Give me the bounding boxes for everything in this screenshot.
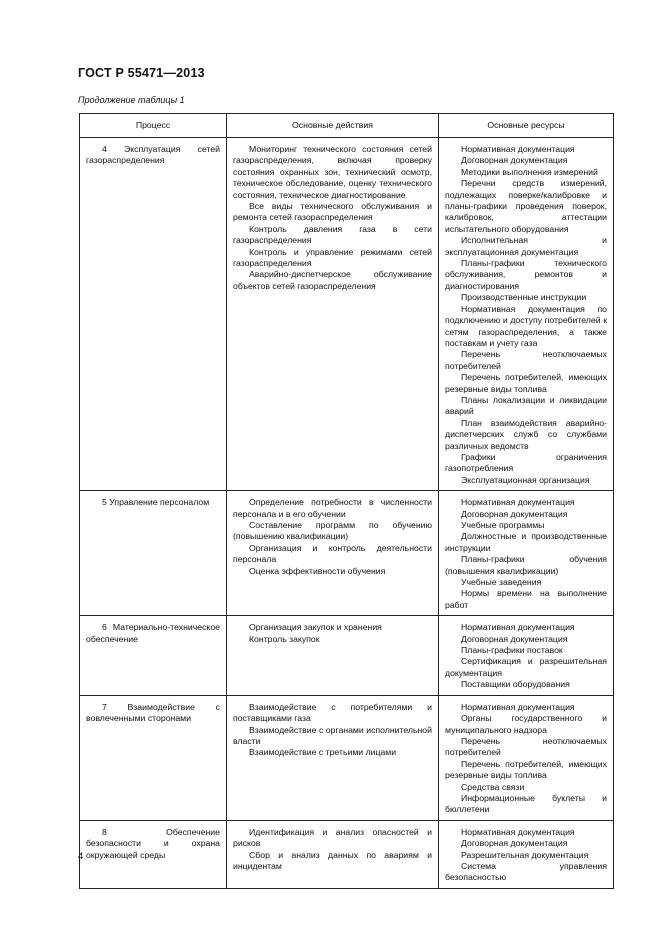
action-item: Организация закупок и хранения	[249, 622, 382, 633]
resource-item: Эксплуатационная организация	[461, 474, 590, 485]
process-name: 7 Взаимодействие с вовлеченными сторонами	[86, 701, 220, 724]
table-row	[80, 491, 614, 616]
document-title: ГОСТ Р 55471—2013	[78, 66, 205, 80]
resource-item: Перечень потребителей, имеющих резервные виды топлива	[445, 758, 607, 781]
cell-resources	[439, 616, 614, 695]
action-item: Все виды технического обслуживания и ремонта сетей газораспределения	[233, 201, 432, 223]
cell-process	[80, 820, 227, 888]
cell-process	[80, 491, 227, 616]
resource-item: Сертификация и разрешительная документация	[445, 656, 607, 678]
resource-item: Планы-графики поставок	[461, 645, 563, 656]
column-header-resources: Основные ресурсы	[439, 114, 614, 138]
resource-item: Перечень неотключаемых потребителей	[445, 735, 607, 758]
resource-item: Органы государственного и муниципального надзора	[445, 713, 607, 735]
resource-item: Графики ограничения газопотребления	[445, 451, 607, 474]
resource-item: Планы локализации и ликвидации аварий	[445, 394, 607, 417]
resource-item: Методики выполнения измерений	[461, 166, 598, 177]
process-table	[79, 113, 614, 889]
table-row	[80, 616, 614, 695]
cell-resources	[439, 695, 614, 820]
action-item: Сбор и анализ данных по авариям и инцидентам	[233, 849, 432, 871]
cell-resources	[439, 820, 614, 888]
resource-item: Договорная документация	[461, 838, 568, 849]
resource-item: Информационные буклеты и бюллетени	[445, 792, 607, 815]
resource-item: Производственные инструкции	[461, 292, 587, 303]
resource-item: Средства связи	[461, 781, 525, 792]
resource-item: Нормативная документация	[461, 826, 575, 837]
process-name: 4 Эксплуатация сетей газораспределения	[86, 144, 220, 166]
cell-process	[80, 695, 227, 820]
action-item: Аварийно-диспетчерское обслуживание объектов сетей газораспределения	[233, 269, 432, 291]
cell-actions	[227, 491, 439, 616]
table-row	[80, 695, 614, 820]
action-item: Мониторинг технического состояния сетей газораспределения, включая проверку состояния охранных зон, технический осмотр, техническое обследование, оценку технического состояния, техническое диагностирование	[233, 144, 432, 200]
resource-item: Нормативная документация по подключению и доступу потребителей к сетям газораспределения, а также поставкам и учету газа	[445, 303, 607, 348]
table-body	[80, 138, 614, 889]
resource-item: Перечень потребителей, имеющих резервные виды топлива	[445, 372, 607, 394]
action-item: Идентификация и анализ опасностей и рисков	[233, 826, 432, 849]
resource-item: Договорная документация	[461, 155, 568, 166]
resource-item: Нормы времени на выполнение работ	[445, 588, 607, 610]
action-item: Контроль закупок	[249, 633, 320, 644]
resource-item: Планы-графики технического обслуживания, ремонтов и диагностирования	[445, 258, 607, 291]
cell-actions	[227, 695, 439, 820]
resource-item: Исполнительная и эксплуатационная документация	[445, 235, 607, 257]
action-item: Оценка эффективности обучения	[249, 565, 386, 576]
resource-item: Учебные заведения	[461, 577, 542, 588]
resource-item: Поставщики оборудования	[461, 679, 570, 690]
cell-resources	[439, 138, 614, 491]
resource-item: Договорная документация	[461, 633, 568, 644]
cell-actions	[227, 820, 439, 888]
action-item: Контроль давления газа в сети газораспределения	[233, 223, 432, 246]
cell-process	[80, 138, 227, 491]
cell-process	[80, 616, 227, 695]
resource-item: План взаимодействия аварийно-диспетчерских служб со службами различных ведомств	[445, 417, 607, 451]
cell-resources	[439, 491, 614, 616]
resource-item: Учебные программы	[461, 520, 545, 530]
process-name: 6 Материально-техническое обеспечение	[86, 622, 220, 644]
page-number: 4	[78, 851, 84, 862]
resource-item: Нормативная документация	[461, 497, 575, 508]
resource-item: Перечни средств измерений, подлежащих поверке/калибровке и планы-графики проведения поверок, калибровок, аттестации испытательного оборудования	[445, 178, 607, 234]
process-name: 8 Обеспечение безопасности и охрана окружающей среды	[86, 826, 220, 860]
process-name: 5 Управление персоналом	[102, 497, 210, 508]
cell-actions	[227, 138, 439, 491]
resource-item: Разрешительная документация	[461, 849, 589, 860]
resource-item: Перечень неотключаемых потребителей	[445, 349, 607, 371]
action-item: Взаимодействие с потребителями и поставщиками газа	[233, 701, 432, 724]
action-item: Организация и контроль деятельности персонала	[233, 542, 432, 565]
resource-item: Нормативная документация	[461, 622, 575, 633]
table-row	[80, 820, 614, 888]
action-item: Определение потребности в численности персонала и в его обучении	[233, 497, 432, 519]
column-header-process: Процесс	[80, 114, 227, 138]
table-row	[80, 138, 614, 491]
resource-item: Нормативная документация	[461, 144, 575, 154]
action-item: Составление программ по обучению (повышению квалификации)	[233, 520, 432, 542]
column-header-actions: Основные действия	[227, 114, 439, 138]
table-caption: Продолжение таблицы 1	[78, 95, 185, 105]
cell-actions	[227, 616, 439, 695]
action-item: Контроль и управление режимами сетей газораспределения	[233, 246, 432, 269]
action-item: Взаимодействие с органами исполнительной власти	[233, 724, 432, 746]
resource-item: Нормативная документация	[461, 701, 575, 712]
table-header-row	[80, 114, 614, 138]
resource-item: Договорная документация	[461, 508, 568, 519]
resource-item: Система управления безопасностью	[445, 860, 607, 883]
action-item: Взаимодействие с третьими лицами	[249, 747, 397, 758]
resource-item: Должностные и производственные инструкции	[445, 531, 607, 553]
resource-item: Планы-графики обучения (повышения квалификации)	[445, 554, 607, 576]
